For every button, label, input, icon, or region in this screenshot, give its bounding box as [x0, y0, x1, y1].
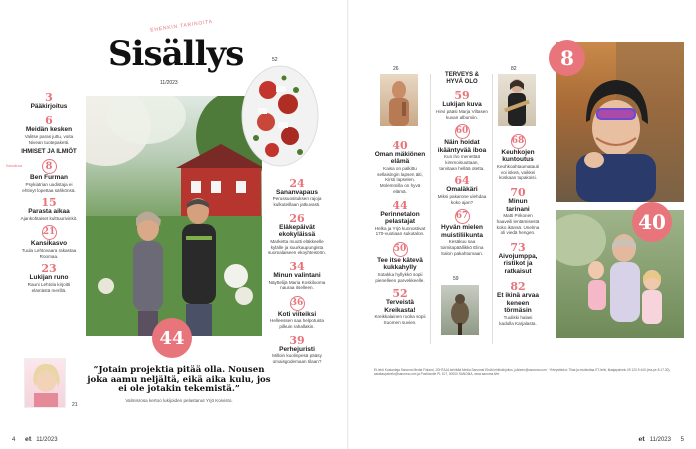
toc-description: Valitse paras juttu, voita Nivean tuotepaketti. [24, 133, 74, 145]
toc-page-number: 15 [41, 196, 57, 210]
toc-description: Helleessen saa helpotusta pilkuin rahallakin. [270, 318, 324, 330]
man-portrait-photo[interactable] [380, 74, 418, 126]
section-heading-text: IHMISET JA ILMIÖT [21, 149, 77, 156]
toc-title: Eläkepäivät ekokyläissä [278, 223, 316, 239]
toc-page-number: 60 [455, 126, 469, 137]
toc-page-number: 8 [45, 160, 53, 172]
toc-description: Kaisa on palkittu sellaisingin lapsen äiti, Kirsti lapselen. Molemmilla on hyvä elämä. [377, 165, 423, 194]
toc-item[interactable] [374, 200, 426, 237]
toc-page-number: 26 [289, 211, 305, 225]
page-circle [290, 296, 305, 311]
page-circle [455, 124, 470, 139]
bird-illustration [441, 285, 479, 335]
toc-page-number: 23 [41, 262, 57, 276]
food-photo-number: 52 [272, 57, 278, 63]
portrait-illustration [380, 74, 418, 126]
toc-title: Omaläkäri [446, 186, 478, 194]
toc-page-number: 36 [290, 298, 304, 309]
page-number: 4 [12, 437, 16, 443]
toc-title: Minun valintani [273, 272, 321, 280]
page-gutter [347, 0, 349, 449]
toc-item[interactable] [496, 242, 540, 275]
brand-logo: et [25, 436, 32, 443]
toc-page-number: 70 [510, 186, 526, 200]
toc-page-number: 21 [42, 227, 56, 238]
toc-description: Psykiatrian uudistaja ei ehtinyt lopettaa sähkönsä. [22, 181, 76, 193]
toc-description: Hirvi pääsi Marja Viltasen kuvan albumiin. [436, 108, 488, 120]
toc-title: Oman mäkiönen elämä [374, 151, 426, 166]
toc-item[interactable] [268, 335, 326, 365]
guitarist-illustration [498, 74, 536, 126]
toc-description: Kreikkalainen ruoka sopii Suomen suvien. [374, 314, 426, 326]
page-badge-40: 40 [632, 202, 672, 242]
page-circle [455, 209, 470, 224]
toc-title: Meidän kesken [25, 126, 73, 134]
photo-number: 26 [393, 66, 399, 72]
toc-title: Perhejuristi [279, 345, 315, 353]
toc-item[interactable] [6, 159, 78, 193]
toc-title: Parasta aikaa [28, 208, 70, 216]
toc-item[interactable] [268, 213, 326, 256]
toc-mid-column [268, 178, 326, 365]
toc-title: Ben Furman [30, 174, 68, 182]
toc-description: Ajankohtaiset kulttuurivinkit. [20, 215, 78, 221]
toc-item[interactable] [436, 175, 488, 205]
food-illustration [238, 60, 320, 168]
toc-title: Aivojumppa, ristikot ja ratkaisut [498, 253, 538, 275]
toc-item[interactable] [436, 124, 488, 171]
page-badge-8: 8 [549, 40, 585, 76]
toc-description: Helka ja Yrjö kunnostivat 170-vuotiaan sukutalon. [374, 225, 426, 237]
toc-item[interactable] [268, 178, 326, 208]
toc-page-number: 52 [392, 287, 408, 301]
toc-item[interactable] [374, 288, 426, 325]
toc-item[interactable] [436, 209, 488, 256]
toc-item[interactable] [20, 263, 78, 293]
couple-garden-photo[interactable] [86, 96, 262, 336]
toc-item[interactable] [20, 197, 78, 221]
toc-right-col-2 [436, 72, 488, 257]
footer-issue: 11/2023 [36, 437, 58, 443]
toc-item[interactable] [436, 90, 488, 120]
toc-item[interactable] [496, 134, 540, 181]
toc-title: Sananvapaus [276, 189, 318, 196]
toc-item[interactable] [20, 115, 78, 145]
cover-thumbnail[interactable] [24, 358, 66, 408]
toc-page-number: 6 [45, 114, 53, 128]
couple-illustration [86, 96, 262, 336]
cover-face-illustration [25, 359, 66, 408]
toc-title: Minun tarinani [506, 198, 530, 213]
toc-page-number: 82 [510, 280, 526, 294]
toc-title: Keuhkojen kuntoutus [501, 149, 535, 164]
toc-description: Kun iho menettää kimmoisuuttaan, tarvitaan hellää otetta. [439, 154, 485, 171]
toc-right-col-1 [374, 140, 426, 326]
toc-page-number: 44 [392, 198, 408, 212]
toc-page-number: 73 [510, 241, 526, 255]
guitarist-photo[interactable] [498, 74, 536, 126]
toc-left-column [6, 91, 78, 293]
footer-issue: 11/2023 [649, 437, 671, 443]
toc-item[interactable] [496, 187, 540, 236]
food-plate-photo[interactable] [238, 60, 320, 168]
toc-description: Milloin kuolinpesä pääsy omaisgodemaan tilaan? [272, 353, 322, 365]
toc-description: Marketta muutti eläkkeelle kylälle ja suurkaupungista suomalaiseen ekoyhteisöön. [268, 238, 326, 256]
toc-page-number: 59 [454, 89, 470, 103]
kicker: EHENKIN TARINOITA [149, 18, 214, 34]
toc-page-number: 24 [289, 177, 305, 190]
photo-number: 82 [511, 66, 517, 72]
toc-title: Lukijan runo [29, 274, 69, 282]
toc-item[interactable] [268, 261, 326, 291]
toc-description: Miksi pakarone ulehdaa koko ajan? [437, 193, 487, 205]
section-heading [20, 149, 78, 156]
toc-title: Kansikasvo [30, 240, 68, 248]
pull-quote-attribution: Valmisrosa kertoo lukijoiden pelastanut Yrjö Koivisto. [125, 397, 233, 403]
pull-quote-text: ”Jotain projektia pitää olla. Nousen joka aamu neljältä, eikä aika kulu, jos ei ole jotakin tekemistä.” [87, 365, 271, 395]
page-circle [42, 225, 57, 240]
right-footer [638, 436, 684, 443]
toc-page-number: 67 [455, 211, 469, 222]
issue-label: 11/2023 [160, 80, 178, 86]
column-divider [492, 74, 493, 344]
pull-quote [84, 366, 274, 403]
toc-description: Tuula Lehtovaara rakastaa Roomaa. [21, 247, 77, 259]
toc-title: Hyvän mielen muistiliikunta [441, 224, 483, 239]
cover-page-number: 21 [72, 402, 78, 408]
toc-page-number: 68 [511, 136, 525, 146]
toc-title: Tee itse kätevä kukkahylly [377, 257, 423, 272]
colophon-text: Et-lehti Kustantaja Sanoma Media Finland, JOHTAJA kehittää Media Sanomat Ehdä lehtiinkirjoitus, julkisen@sanoma.com · Yhteystiedot: Tilaa ja muistuttaa ET-lehti, tilaajapalvelu 09 120 5 440 (ma-pe 8-17.30), asiakaspalvelu@sanoma.com ja Postiosoite PL 107, 00000 SANOMA, www.sanoma.fi/et [374, 368, 671, 377]
toc-page-number: 50 [393, 244, 407, 255]
toc-page-number: 40 [392, 139, 408, 152]
toc-title: Et ikinä arvaa keneen törmäsin [497, 292, 539, 315]
toc-description: Sotakka hyllykkö sopii pienelleen parvekkeelle. [375, 271, 425, 283]
column-divider [430, 74, 431, 344]
left-footer [12, 436, 58, 443]
toc-description: Näyttelijä Maria Koskiluoma nauraa itselleen. [268, 279, 326, 291]
toc-title: Koti viiteiksi [277, 311, 317, 319]
photo-number: 59 [453, 276, 459, 282]
section-heading-text: TERVEYS & HYVÄ OLO [445, 72, 479, 86]
page-circle [393, 242, 408, 257]
bird-photo[interactable] [441, 285, 479, 335]
toc-description: Tuulikki halasi kadulla Karjalasta. [499, 314, 537, 326]
kansi-label: Kansikuva [6, 164, 23, 169]
toc-title: Näin hoidat ikääntyvää iboa [437, 139, 487, 154]
page-circle [511, 134, 526, 149]
toc-description: Perussuosituksen rajoja kulkuteillaan jatkuvasti. [272, 196, 322, 208]
toc-item[interactable] [20, 92, 78, 110]
toc-right-col-3 [496, 134, 540, 326]
page-circle [42, 159, 57, 174]
toc-title: Perinnetalon pelastajat [380, 210, 420, 226]
toc-title: Pääkirjoitus [30, 103, 68, 110]
toc-page-number: 3 [45, 91, 53, 104]
toc-item[interactable] [374, 140, 426, 195]
toc-description: Keuhkoahtaumatauti voi iskeä, vaikkei koskaan tupakoisi. [496, 163, 540, 181]
brand-logo: et [638, 436, 646, 443]
page-badge-44: 44 [152, 318, 192, 358]
toc-description: Rauni Lehtola kirjoitti elämästä merillä. [27, 281, 71, 293]
toc-item[interactable] [268, 296, 326, 330]
page-title: Sisällys [108, 34, 244, 74]
toc-description: Kesäkuu saa toimitapäällikkö Elina Salon pakahtumaan. [440, 239, 484, 256]
page-number: 5 [680, 437, 684, 443]
toc-page-number: 34 [289, 260, 305, 274]
toc-page-number: 64 [454, 174, 470, 188]
toc-description: Matti Pirkonen haaveili lentämisestä koko ikänsä. Unelma oli viedä hengen. [496, 213, 540, 236]
toc-title: Terveistä Kreikasta! [384, 299, 416, 314]
toc-page-number: 39 [289, 333, 305, 347]
toc-item[interactable] [496, 281, 540, 326]
toc-item[interactable] [374, 242, 426, 283]
toc-title: Lukijan kuva [442, 101, 482, 109]
toc-item[interactable] [20, 225, 78, 259]
